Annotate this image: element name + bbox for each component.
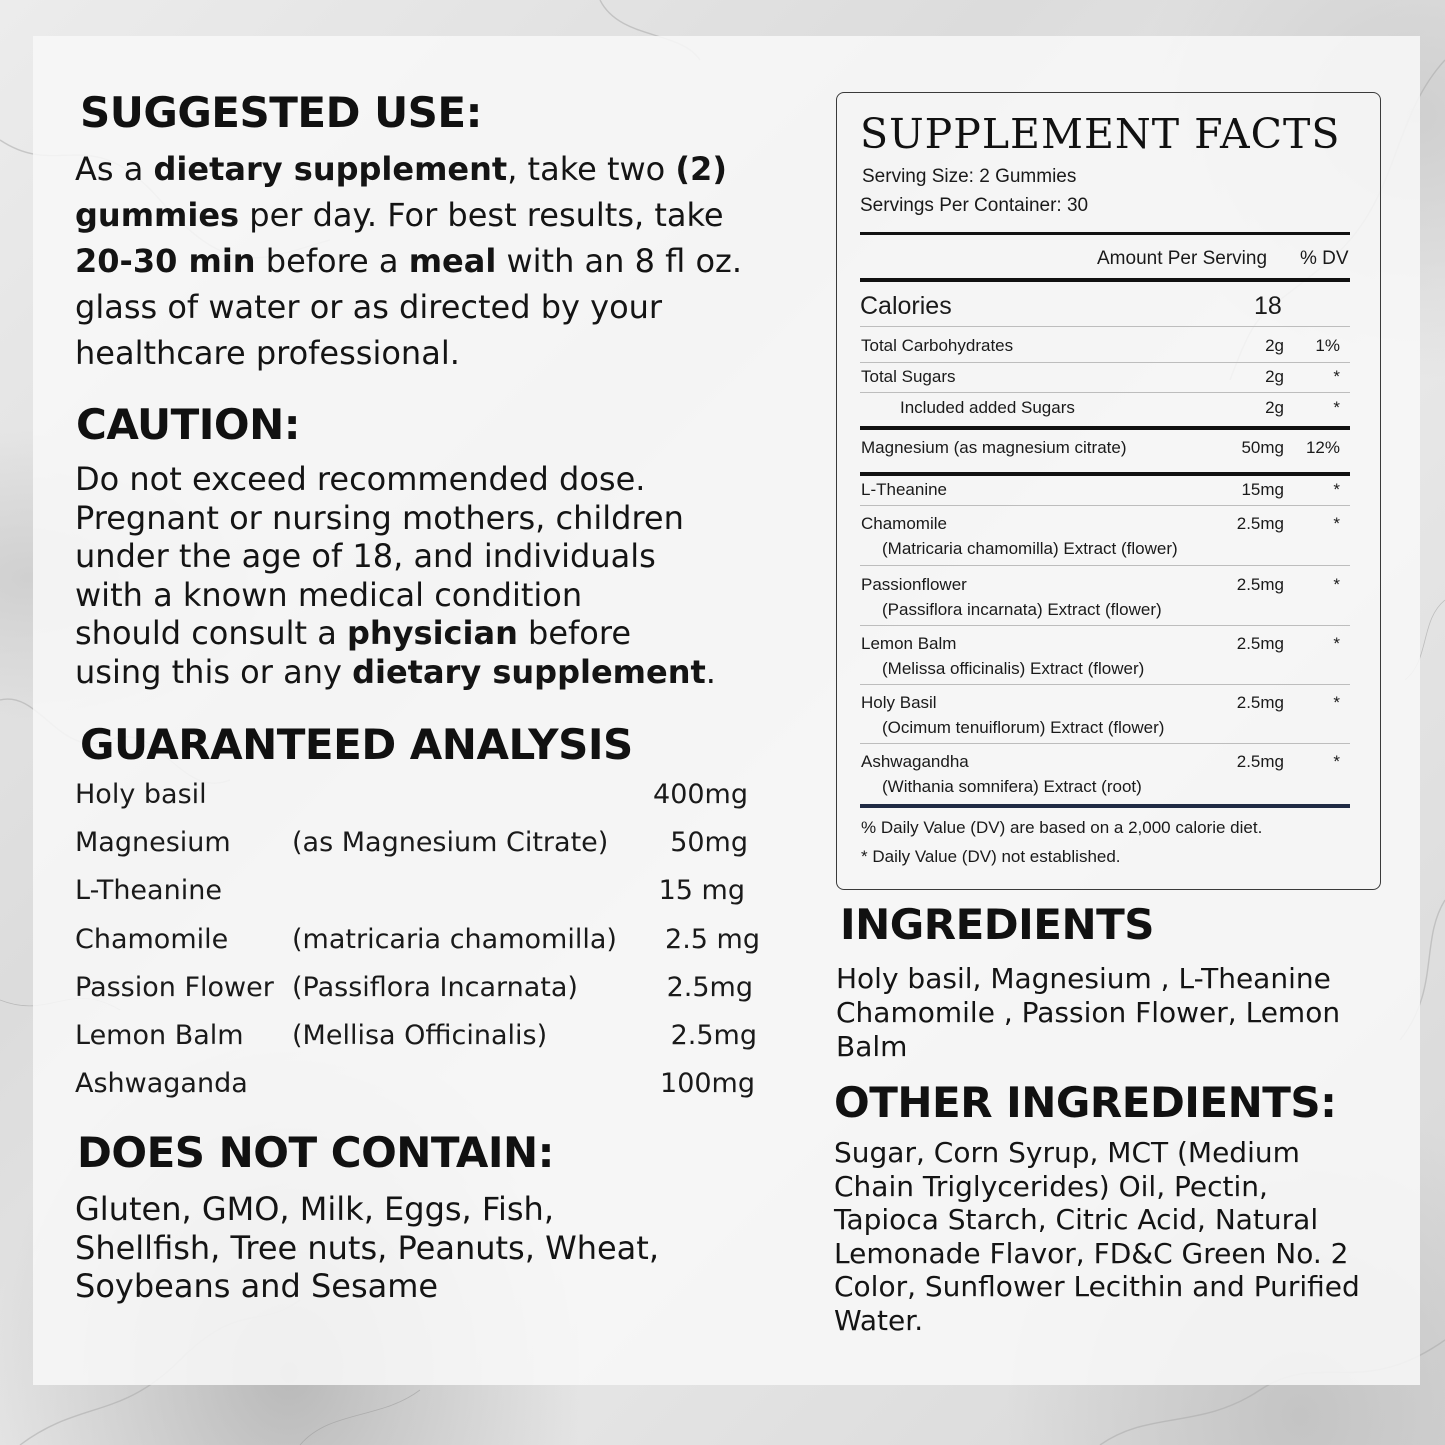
sf-rule (860, 804, 1350, 808)
servings-per-container: Servings Per Container: 30 (860, 195, 1089, 216)
ingredients-text (836, 962, 1340, 1064)
sf-amount: 2.5mg (1236, 693, 1284, 712)
sf-amount: 2.5mg (1236, 752, 1284, 771)
other-ingredients-line: Color, Sunflower Lecithin and Purified (834, 1270, 1360, 1304)
does-not-contain-heading: DOES NOT CONTAIN: (77, 1128, 554, 1177)
caution-line (75, 614, 795, 653)
does-not-contain-text (75, 1190, 659, 1306)
sf-amount: 2.5mg (1236, 575, 1284, 594)
sf-nutrient-name: Total Carbohydrates (861, 336, 1014, 355)
other-ingredients-line: Tapioca Starch, Citric Acid, Natural (834, 1203, 1319, 1237)
text-segment: before a (255, 242, 409, 280)
analysis-row (75, 875, 775, 911)
ingredients-line: Holy basil, Magnesium , L-Theanine (836, 962, 1331, 995)
analysis-amount: 2.5mg (670, 1020, 757, 1051)
sf-nutrient-name: Chamomile (861, 514, 947, 533)
amount-per-serving-header: Amount Per Serving (1097, 248, 1268, 269)
bold-text: (2) (675, 150, 727, 188)
analysis-row (75, 924, 775, 960)
sf-dv: * (1333, 398, 1340, 417)
sf-divider (860, 684, 1350, 685)
sf-dv: * (1333, 752, 1340, 771)
analysis-name: L-Theanine (75, 875, 222, 907)
text-segment: glass of water or as directed by your (75, 288, 663, 326)
sf-nutrient-name: Passionflower (861, 575, 967, 594)
ingredients-line: Balm (836, 1030, 908, 1063)
sf-dv: * (1333, 367, 1340, 386)
other-ingredients-line: Chain Triglycerides) Oil, Pectin, (834, 1169, 1268, 1203)
analysis-row (75, 1068, 775, 1104)
dnc-line: Gluten, GMO, Milk, Eggs, Fish, (75, 1190, 554, 1228)
sf-rule (860, 278, 1350, 282)
supplement-facts-title: SUPPLEMENT FACTS (860, 110, 1341, 158)
suggested-use-line (75, 238, 795, 284)
text-segment: , take two (507, 150, 676, 188)
sf-divider (860, 362, 1350, 363)
bold-text: 20-30 min (75, 242, 256, 280)
sf-dv: * (1333, 514, 1340, 533)
text-segment: Do not exceed recommended dose. (75, 460, 646, 498)
text-segment: As a (75, 150, 154, 188)
analysis-row (75, 972, 775, 1008)
text-segment: should consult a (75, 614, 347, 652)
caution-line (75, 653, 795, 692)
sf-amount: 2.5mg (1236, 514, 1284, 533)
bold-text: dietary supplement (352, 652, 706, 691)
analysis-note: (as Magnesium Citrate) (292, 827, 609, 859)
sf-dv: * (1333, 575, 1340, 594)
analysis-note: (matricaria chamomilla) (292, 923, 617, 955)
sf-divider (860, 392, 1350, 393)
footnote-daily-value: % Daily Value (DV) are based on a 2,000 calorie diet. (861, 818, 1263, 837)
sf-nutrient-name: Ashwagandha (861, 752, 969, 771)
calories-value: 18 (1254, 292, 1282, 320)
analysis-amount: 400mg (653, 779, 748, 810)
bold-text: dietary supplement (153, 150, 508, 188)
suggested-use-text (75, 146, 795, 376)
caution-text (75, 460, 795, 691)
sf-divider (860, 565, 1350, 566)
suggested-use-line (75, 192, 795, 238)
text-segment: under the age of 18, and individuals (75, 537, 656, 575)
dv-header: % DV (1300, 248, 1349, 269)
caution-heading: CAUTION: (76, 400, 301, 449)
analysis-name: Lemon Balm (75, 1020, 244, 1051)
calories-label: Calories (860, 292, 952, 320)
analysis-amount: 50mg (670, 827, 748, 859)
other-ingredients-line: Lemonade Flavor, FD&C Green No. 2 (834, 1236, 1349, 1270)
analysis-amount: 100mg (660, 1068, 755, 1100)
sf-nutrient-source: (Withania somnifera) Extract (root) (882, 777, 1142, 796)
other-ingredients-text (834, 1136, 1360, 1338)
other-ingredients-line: Sugar, Corn Syrup, MCT (Medium (834, 1136, 1300, 1169)
analysis-note: (Mellisa Officinalis) (292, 1020, 548, 1051)
sf-rule (860, 232, 1350, 235)
analysis-amount: 2.5mg (666, 971, 753, 1003)
sf-nutrient-name: Holy Basil (861, 693, 937, 712)
text-segment: before (517, 614, 632, 652)
text-segment: . (705, 652, 716, 691)
sf-dv: 1% (1315, 336, 1340, 355)
dnc-line: Soybeans and Sesame (75, 1267, 439, 1305)
sf-amount: 15mg (1241, 480, 1284, 499)
sf-amount: 2.5mg (1236, 634, 1284, 653)
sf-divider (860, 426, 1350, 430)
caution-line (75, 576, 795, 615)
sf-dv: * (1333, 693, 1340, 712)
text-segment: healthcare professional. (75, 334, 460, 372)
sf-amount: 2g (1265, 336, 1284, 355)
sf-amount: 50mg (1241, 438, 1284, 457)
analysis-row (75, 1020, 775, 1056)
footnote-not-established: * Daily Value (DV) not established. (861, 847, 1121, 866)
ingredients-heading: INGREDIENTS (840, 900, 1155, 949)
sf-nutrient-name: Total Sugars (861, 367, 956, 386)
analysis-name: Holy basil (75, 779, 207, 810)
bold-text: meal (408, 242, 497, 280)
sf-nutrient-name: Lemon Balm (861, 634, 957, 653)
other-ingredients-heading: OTHER INGREDIENTS: (834, 1078, 1337, 1127)
caution-line (75, 460, 795, 499)
sf-nutrient-name: L-Theanine (861, 480, 948, 499)
sf-dv: * (1333, 634, 1340, 653)
guaranteed-analysis-heading: GUARANTEED ANALYSIS (80, 720, 633, 769)
caution-line (75, 499, 795, 538)
bold-text: physician (346, 614, 518, 652)
text-segment: Pregnant or nursing mothers, children (75, 498, 684, 537)
analysis-row (75, 779, 775, 815)
suggested-use-heading: SUGGESTED USE: (80, 88, 482, 137)
analysis-name: Passion Flower (75, 971, 274, 1003)
sf-nutrient-source: (Matricaria chamomilla) Extract (flower) (882, 539, 1178, 558)
bold-text: gummies (75, 196, 240, 234)
ingredients-line: Chamomile , Passion Flower, Lemon (836, 996, 1341, 1029)
suggested-use-line (75, 146, 795, 192)
text-segment: with a known medical condition (75, 575, 583, 614)
sf-divider (860, 625, 1350, 626)
text-segment: using this or any (75, 652, 353, 691)
sf-amount: 2g (1265, 367, 1284, 386)
sf-divider (860, 472, 1350, 476)
analysis-amount: 2.5 mg (665, 923, 760, 955)
suggested-use-line (75, 284, 795, 330)
other-ingredients-line: Water. (834, 1303, 924, 1337)
sf-divider (860, 326, 1350, 327)
analysis-row (75, 827, 775, 863)
sf-nutrient-name: Included added Sugars (900, 398, 1075, 417)
sf-dv: 12% (1305, 438, 1340, 457)
analysis-amount: 15 mg (658, 875, 745, 907)
sf-divider (860, 505, 1350, 506)
suggested-use-line (75, 330, 795, 376)
caution-line (75, 537, 795, 576)
analysis-note: (Passiflora Incarnata) (292, 971, 578, 1003)
sf-divider (860, 743, 1350, 744)
sf-nutrient-source: (Melissa officinalis) Extract (flower) (882, 659, 1145, 678)
serving-size: Serving Size: 2 Gummies (862, 166, 1077, 187)
sf-nutrient-name: Magnesium (as magnesium citrate) (861, 438, 1127, 457)
sf-dv: * (1333, 480, 1340, 499)
dnc-line: Shellfish, Tree nuts, Peanuts, Wheat, (75, 1228, 659, 1267)
text-segment: per day. For best results, take (239, 196, 724, 234)
sf-nutrient-source: (Passiflora incarnata) Extract (flower) (882, 600, 1162, 619)
sf-nutrient-source: (Ocimum tenuiflorum) Extract (flower) (882, 718, 1165, 737)
sf-amount: 2g (1265, 398, 1284, 417)
analysis-name: Ashwaganda (75, 1068, 248, 1100)
analysis-name: Chamomile (75, 923, 229, 955)
analysis-name: Magnesium (75, 827, 231, 859)
text-segment: with an 8 fl oz. (496, 242, 742, 280)
